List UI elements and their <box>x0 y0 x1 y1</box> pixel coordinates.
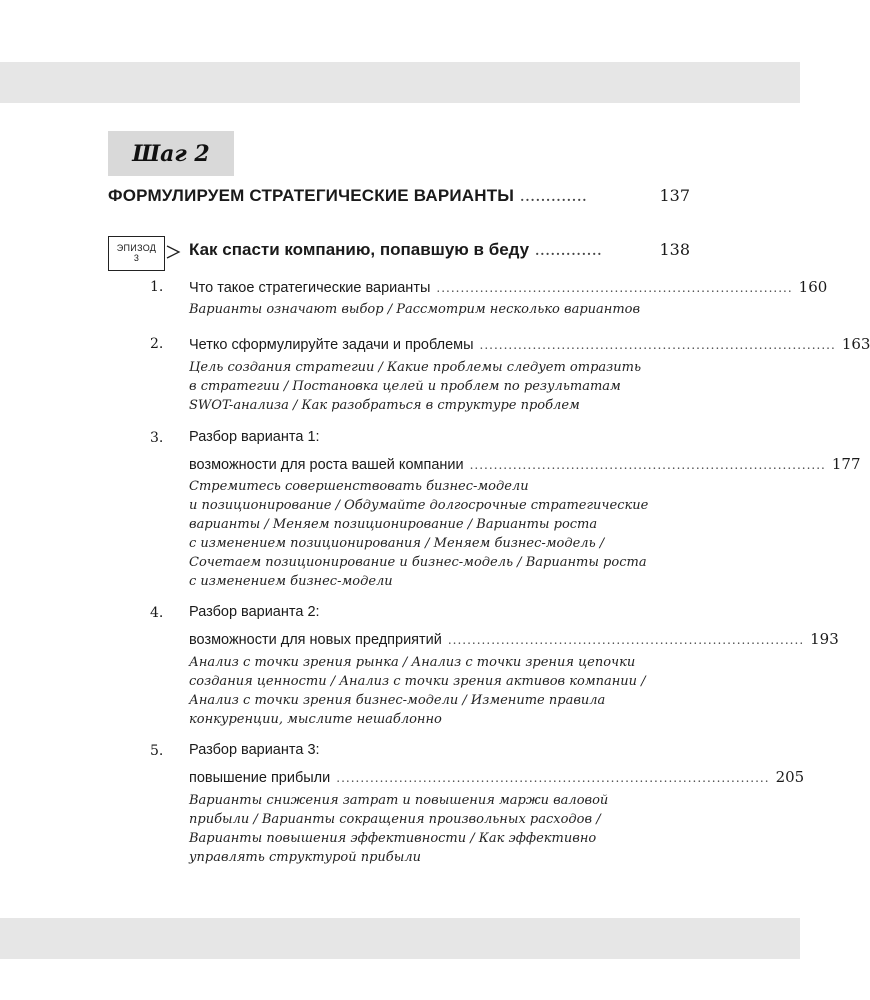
description-line: и позиционирование / Обдумайте долгосрочные стратегические <box>189 498 649 513</box>
chapter-title: Четко сформулируйте задачи и проблемы <box>189 337 474 353</box>
part-page: 137 <box>659 186 690 205</box>
leader-dots: ............. <box>535 244 603 258</box>
chapter-description <box>189 477 709 591</box>
episode-badge <box>108 236 165 271</box>
description-line: Сочетаем позиционирование и бизнес-модель / Варианты роста <box>189 555 647 570</box>
episode-heading[interactable] <box>189 240 690 260</box>
chapter-description <box>189 358 709 415</box>
description-line: Варианты снижения затрат и повышения маржи валовой <box>189 793 609 808</box>
description-line: Варианты означают выбор / Рассмотрим несколько вариантов <box>189 302 641 317</box>
part-title: ФОРМУЛИРУЕМ СТРАТЕГИЧЕСКИЕ ВАРИАНТЫ <box>108 186 515 205</box>
leader-dots: .......................................................................... <box>469 458 826 472</box>
leader-dots: .......................................................................... <box>479 338 836 352</box>
description-line: прибыли / Варианты сокращения произвольных расходов / <box>189 812 601 827</box>
chapter-description <box>189 653 709 729</box>
chapter-page: 163 <box>841 335 870 353</box>
leader-dots: .......................................................................... <box>447 633 805 647</box>
part-heading[interactable] <box>108 186 690 206</box>
chapter-entry[interactable] <box>189 278 828 296</box>
episode-page: 138 <box>659 240 690 259</box>
chapter-number: 4. <box>150 605 164 621</box>
chapter-entry[interactable] <box>189 335 870 353</box>
chapter-entry[interactable] <box>189 768 805 786</box>
description-line: SWOT-анализа / Как разобраться в структуре проблем <box>189 398 580 413</box>
chapter-description <box>189 791 709 867</box>
description-line: с изменением бизнес-модели <box>189 574 393 589</box>
episode-arrow-icon <box>165 244 187 264</box>
description-line: Стремитесь совершенствовать бизнес-модели <box>189 479 529 494</box>
description-line: конкуренции, мыслите нешаблонно <box>189 712 442 727</box>
chapter-title-line1: Разбор варианта 1: <box>189 429 320 445</box>
chapter-entry[interactable] <box>189 630 839 648</box>
chapter-title: возможности для новых предприятий <box>189 632 442 648</box>
episode-badge-word: ЭПИЗОД <box>116 243 157 253</box>
description-line: с изменением позиционирования / Меняем бизнес-модель / <box>189 536 605 551</box>
description-line: управлять структурой прибыли <box>189 850 421 865</box>
bottom-gray-band <box>0 918 800 959</box>
chapter-page: 205 <box>775 768 805 786</box>
step-label: Шаг 2 <box>132 140 210 167</box>
chapter-title: возможности для роста вашей компании <box>189 457 464 473</box>
chapter-title: Что такое стратегические варианты <box>189 280 431 296</box>
chapter-title: повышение прибыли <box>189 770 331 786</box>
chapter-title-line1: Разбор варианта 3: <box>189 742 320 758</box>
chapter-page: 193 <box>810 630 839 648</box>
description-line: Варианты повышения эффективности / Как эффективно <box>189 831 597 846</box>
chapter-page: 177 <box>831 455 861 473</box>
chapter-page: 160 <box>798 278 828 296</box>
episode-title: Как спасти компанию, попавшую в беду <box>189 240 530 259</box>
description-line: Анализ с точки зрения рынка / Анализ с точки зрения цепочки <box>189 655 636 670</box>
chapter-number: 2. <box>150 336 164 352</box>
chapter-number: 3. <box>150 430 164 446</box>
description-line: в стратегии / Постановка целей и проблем по результатам <box>189 379 621 394</box>
top-gray-band <box>0 62 800 103</box>
leader-dots: ............. <box>520 190 588 204</box>
chapter-description <box>189 300 709 319</box>
leader-dots: .......................................................................... <box>436 281 793 295</box>
description-line: Анализ с точки зрения бизнес-модели / Измените правила <box>189 693 606 708</box>
description-line: Цель создания стратегии / Какие проблемы следует отразить <box>189 360 642 375</box>
chapter-number: 5. <box>150 743 164 759</box>
leader-dots: .......................................................................................... <box>336 771 770 785</box>
step-label-box <box>108 131 234 176</box>
description-line: создания ценности / Анализ с точки зрения активов компании / <box>189 674 646 689</box>
episode-badge-number: 3 <box>133 253 140 263</box>
chapter-number: 1. <box>150 279 164 295</box>
chapter-title-line1: Разбор варианта 2: <box>189 604 320 620</box>
description-line: варианты / Меняем позиционирование / Варианты роста <box>189 517 598 532</box>
chapter-entry[interactable] <box>189 455 861 473</box>
